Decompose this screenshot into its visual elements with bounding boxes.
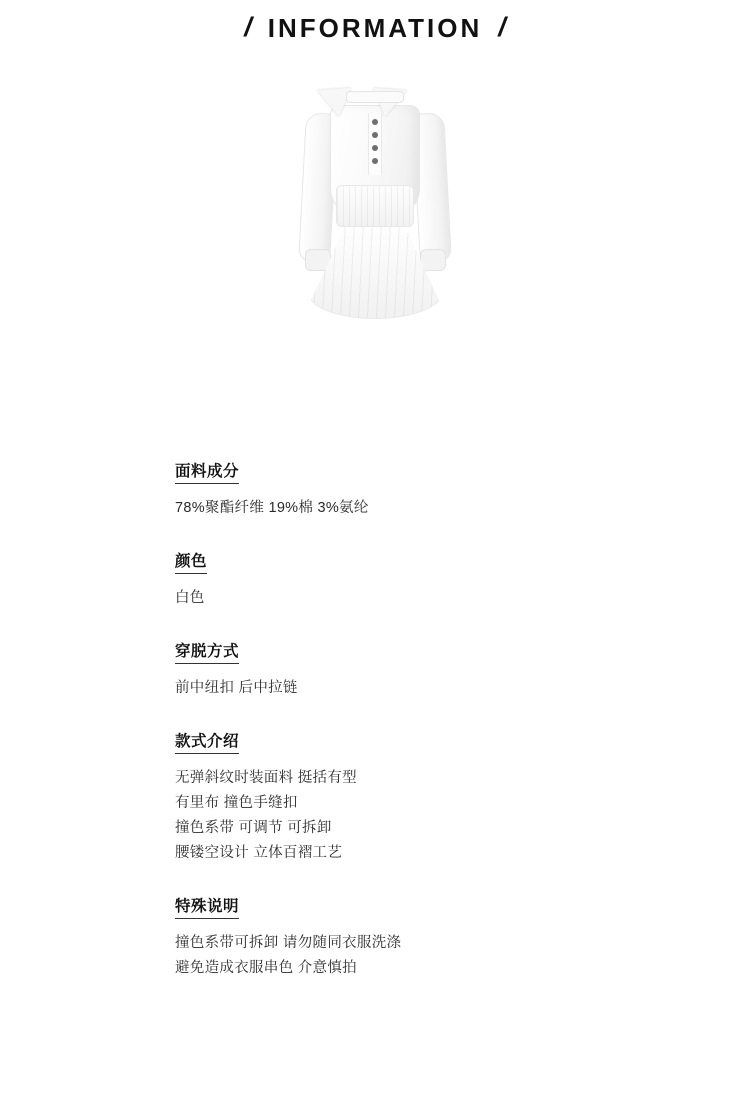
section-title: 款式介绍	[175, 729, 239, 754]
button-icon	[372, 145, 378, 151]
product-image	[0, 89, 750, 389]
section-line: 撞色系带 可调节 可拆卸	[175, 820, 332, 836]
neckline	[346, 91, 404, 103]
section-style	[175, 729, 750, 866]
header-right-slash-icon: /	[498, 12, 506, 42]
section-line: 无弹斜纹时装面料 挺括有型	[175, 770, 357, 786]
section-closure	[175, 639, 750, 701]
section-title: 面料成分	[175, 459, 239, 484]
page-header	[0, 0, 750, 41]
section-line: 前中纽扣 后中拉链	[175, 680, 298, 696]
section-title: 颜色	[175, 549, 207, 574]
button-icon	[372, 158, 378, 164]
section-line: 撞色系带可拆卸 请勿随同衣服洗涤	[175, 935, 402, 951]
section-color	[175, 549, 750, 611]
section-line: 避免造成衣服串色 介意慎拍	[175, 960, 357, 976]
section-special-notes	[175, 894, 750, 981]
waist-panel	[336, 185, 414, 227]
section-title: 特殊说明	[175, 894, 239, 919]
section-title: 穿脱方式	[175, 639, 239, 664]
page-title: INFORMATION	[267, 12, 483, 43]
header-inner	[244, 14, 506, 41]
section-line: 腰镂空设计 立体百褶工艺	[175, 845, 343, 861]
dress-illustration	[260, 89, 490, 349]
section-line: 白色	[175, 590, 205, 606]
header-left-slash-icon: /	[244, 12, 252, 42]
section-line: 有里布 撞色手缝扣	[175, 795, 298, 811]
section-line: 78%聚酯纤维 19%棉 3%氨纶	[175, 500, 369, 516]
section-fabric	[175, 459, 750, 521]
button-icon	[372, 132, 378, 138]
button-icon	[372, 119, 378, 125]
information-list	[0, 459, 750, 981]
